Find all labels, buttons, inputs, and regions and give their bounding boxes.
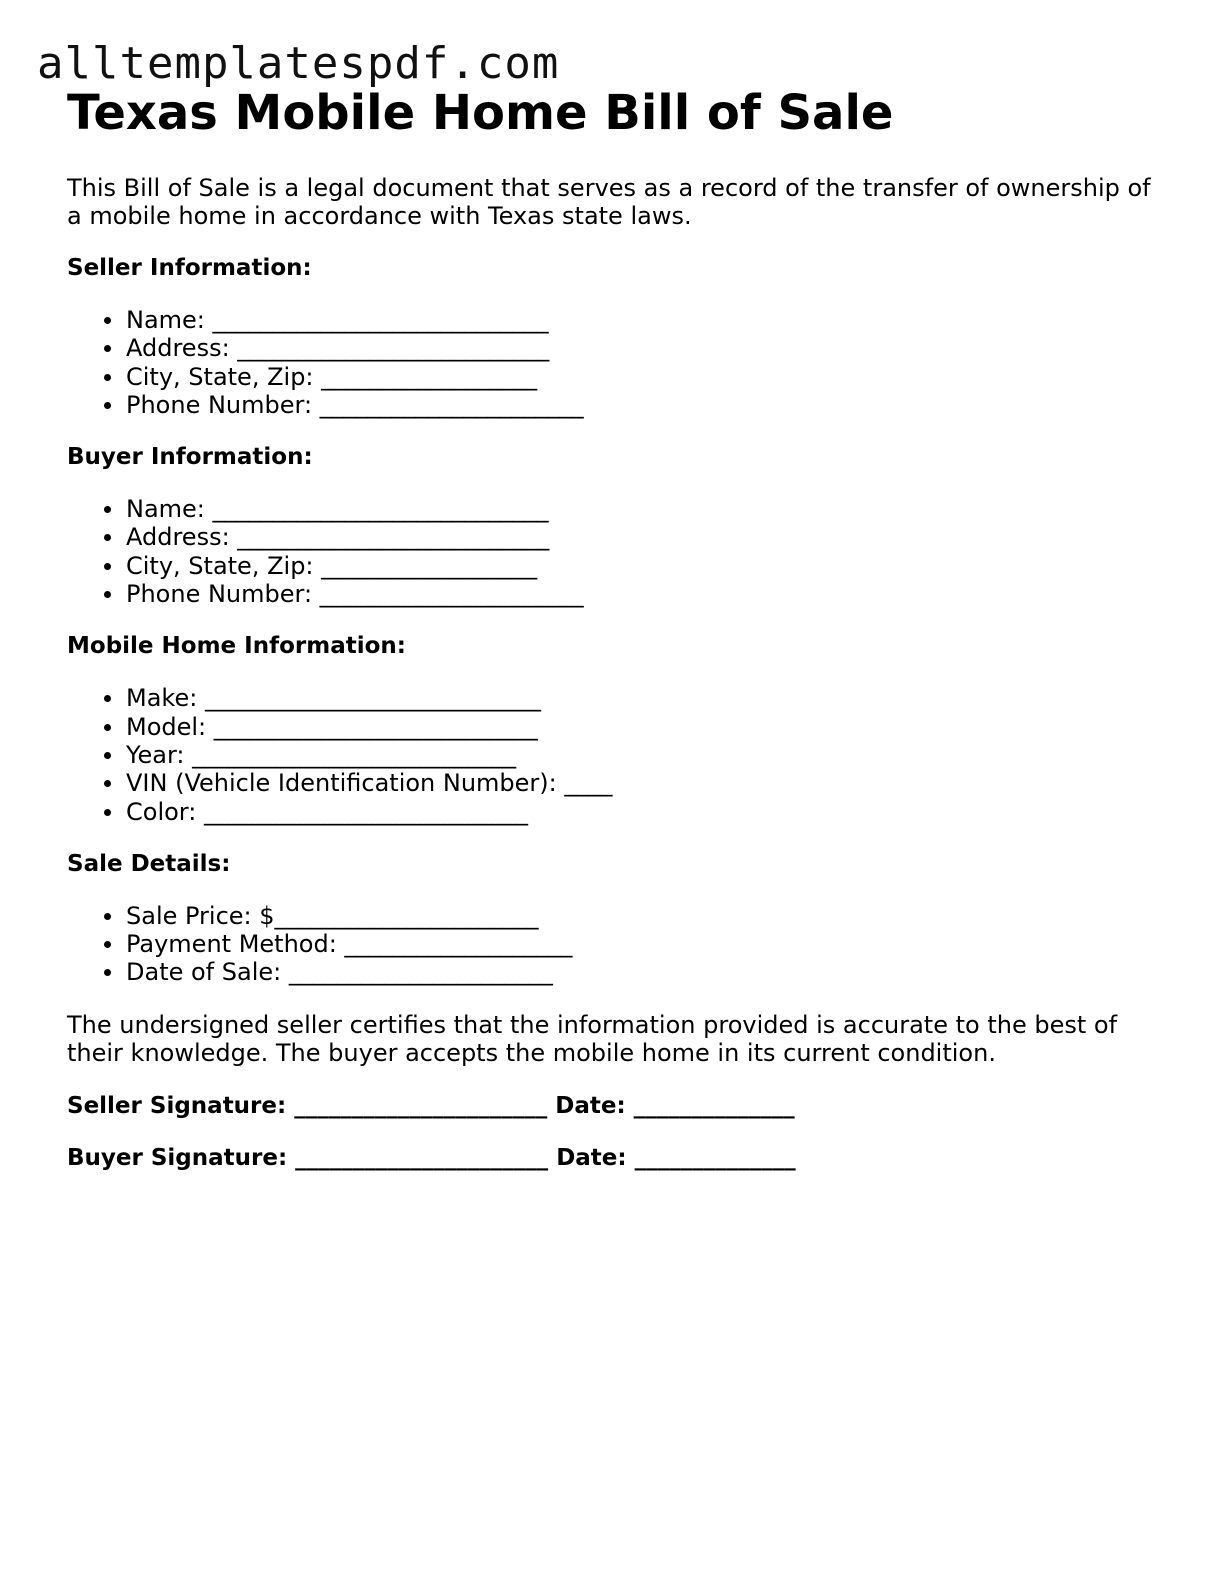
document-body: [67, 84, 1167, 1172]
color-field[interactable]: Color: ___________________________: [126, 798, 1167, 826]
model-field[interactable]: Model: ___________________________: [126, 713, 1167, 741]
year-field[interactable]: Year: ___________________________: [126, 741, 1167, 769]
seller-address-field[interactable]: Address: __________________________: [126, 334, 1167, 362]
buyer-section-heading: Buyer Information:: [67, 444, 313, 471]
sale-details-heading: Sale Details:: [67, 850, 231, 877]
seller-section-heading: Seller Information:: [67, 255, 312, 281]
buyer-name-field[interactable]: Name: ____________________________: [126, 495, 1167, 523]
buyer-fields-list: [67, 495, 1167, 608]
mobile-home-section-heading: Mobile Home Information:: [67, 633, 406, 660]
seller-name-field[interactable]: Name: ____________________________: [126, 306, 1167, 334]
seller-signature-line: [67, 1092, 1167, 1120]
buyer-city-state-zip-field[interactable]: City, State, Zip: __________________: [126, 552, 1167, 580]
seller-city-state-zip-field[interactable]: City, State, Zip: __________________: [126, 363, 1167, 391]
sale-price-field[interactable]: Sale Price: $______________________: [126, 902, 1167, 930]
buyer-phone-field[interactable]: Phone Number: ______________________: [126, 580, 1167, 608]
watermark-text: alltemplatespdf.com: [37, 38, 560, 89]
intro-paragraph: This Bill of Sale is a legal document that serves as a record of the transfer of ownership of a mobile home in accordance with Texas state laws.: [67, 174, 1151, 230]
seller-signature-field[interactable]: Seller Signature: ______________________: [67, 1092, 548, 1119]
buyer-signature-field[interactable]: Buyer Signature: ______________________: [67, 1144, 549, 1171]
seller-fields-list: [67, 306, 1167, 419]
seller-date-field[interactable]: Date: ______________: [555, 1092, 795, 1119]
payment-method-field[interactable]: Payment Method: ___________________: [126, 930, 1167, 958]
date-of-sale-field[interactable]: Date of Sale: ______________________: [126, 958, 1167, 986]
seller-phone-field[interactable]: Phone Number: ______________________: [126, 391, 1167, 419]
mobile-home-fields-list: [67, 684, 1167, 825]
buyer-date-field[interactable]: Date: ______________: [556, 1144, 796, 1171]
vin-field[interactable]: VIN (Vehicle Identification Number): ____: [126, 769, 1167, 797]
certification-paragraph: The undersigned seller certifies that the information provided is accurate to the best of their knowledge. The buyer accepts the mobile home in its current condition.: [67, 1010, 1118, 1068]
make-field[interactable]: Make: ____________________________: [126, 684, 1167, 712]
buyer-address-field[interactable]: Address: __________________________: [126, 523, 1167, 551]
sale-fields-list: [67, 902, 1167, 987]
document-title: Texas Mobile Home Bill of Sale: [67, 85, 894, 141]
buyer-signature-line: [67, 1144, 1167, 1172]
